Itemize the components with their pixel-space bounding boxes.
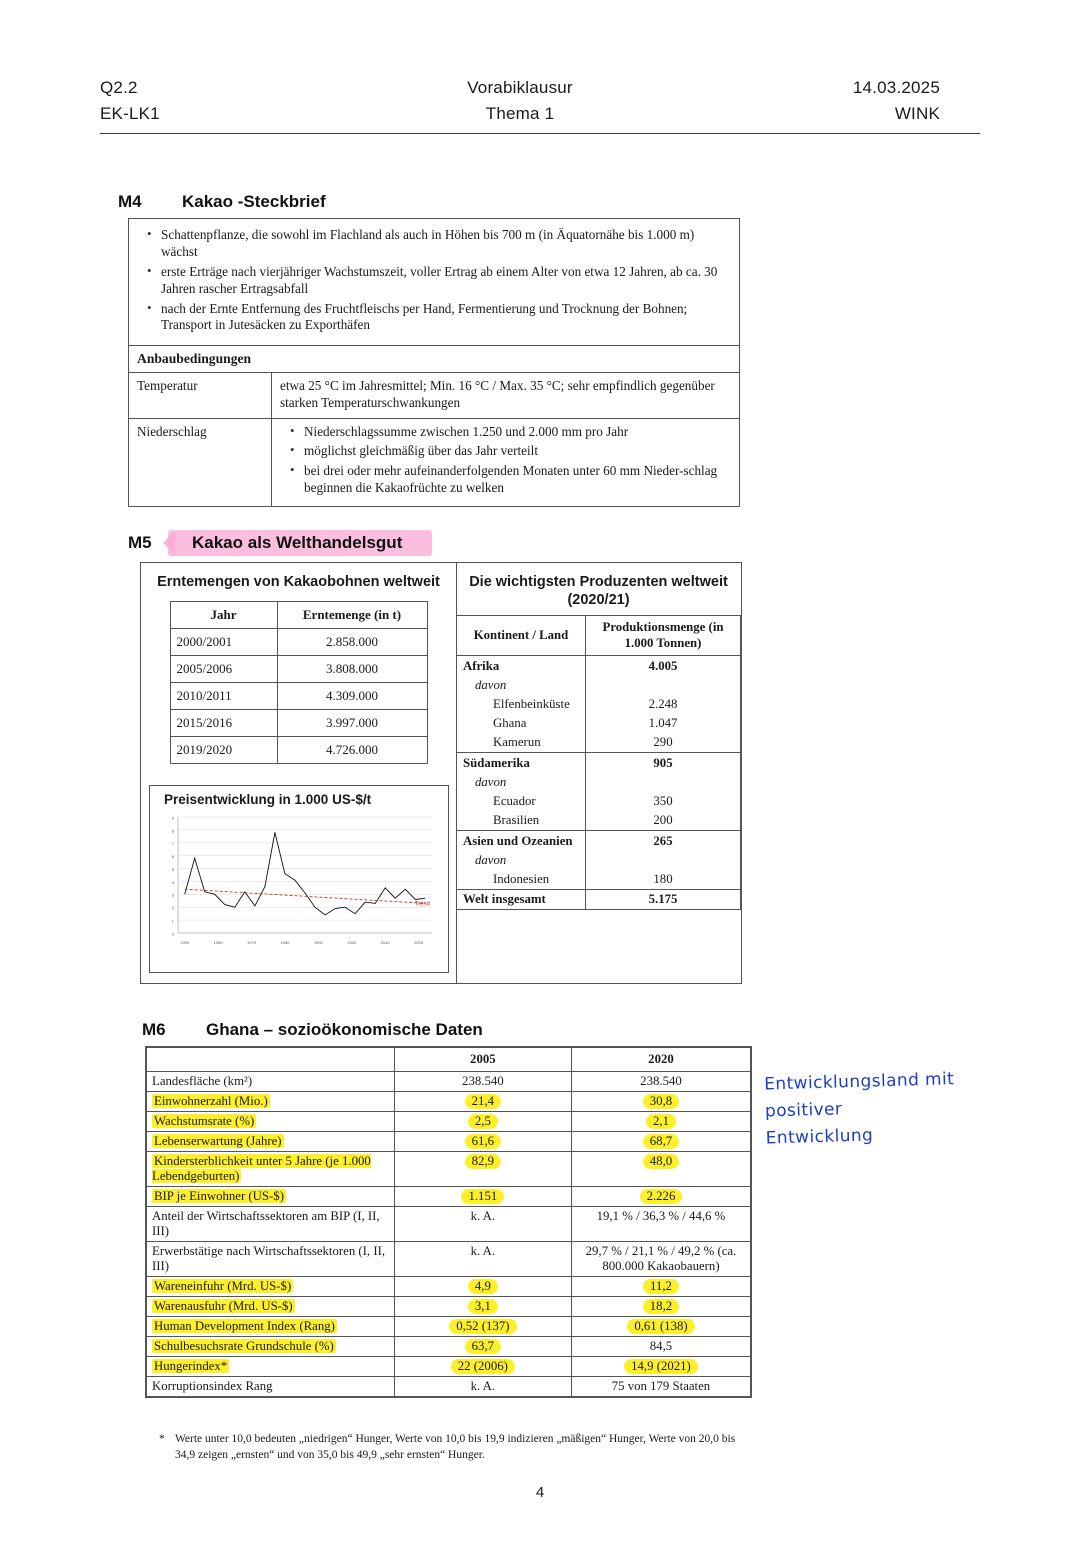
- cell-year: 2019/2020: [170, 737, 277, 764]
- cell-production: 2.248: [586, 695, 741, 714]
- header-course: Q2.2: [100, 78, 138, 97]
- table-row: [170, 656, 427, 683]
- table-row: [457, 714, 741, 733]
- cell-2020: 84,5: [571, 1337, 750, 1357]
- footnote-marker: *: [159, 1433, 165, 1445]
- cell-2020: 11,2: [571, 1277, 750, 1297]
- table-row: [147, 1072, 751, 1092]
- m4-bullet-list: [129, 219, 739, 346]
- table-row: [147, 1132, 751, 1152]
- m6-box: [145, 1046, 752, 1398]
- table-header-row: [147, 1048, 751, 1072]
- table-row: [170, 683, 427, 710]
- cell-2005: 238.540: [394, 1072, 571, 1092]
- m5-label: M5: [128, 533, 152, 552]
- cell-2005: 1.151: [394, 1187, 571, 1207]
- svg-text:2: 2: [171, 905, 174, 911]
- table-header-row: [457, 616, 741, 656]
- cell-2020: 68,7: [571, 1132, 750, 1152]
- producers-table: [456, 615, 741, 910]
- cell-year: 2010/2011: [170, 683, 277, 710]
- m4-label: M4: [118, 192, 142, 211]
- section-title-m4: [118, 192, 326, 212]
- table-row: [147, 1277, 751, 1297]
- table-row: [170, 710, 427, 737]
- cell-2020: 2,1: [571, 1112, 750, 1132]
- cell-indicator: Wareneinfuhr (Mrd. US-$): [147, 1277, 395, 1297]
- cell-country: davon: [457, 773, 586, 792]
- m4-rain-value: [272, 419, 739, 507]
- table-row: [457, 695, 741, 714]
- handwritten-annotation: [764, 1065, 1016, 1154]
- table-row: [147, 1207, 751, 1242]
- cell-country: davon: [457, 676, 586, 695]
- cell-2020: 75 von 179 Staaten: [571, 1377, 750, 1397]
- section-title-m6: [142, 1020, 483, 1040]
- cell-production: 350: [586, 792, 741, 811]
- cell-production: 905: [586, 752, 741, 773]
- svg-text:9: 9: [171, 815, 174, 821]
- svg-text:2000: 2000: [347, 940, 357, 945]
- header-title-line2: Thema 1: [485, 104, 555, 123]
- cell-year: 2015/2016: [170, 710, 277, 737]
- table-row: [147, 1092, 751, 1112]
- cell-2005: 21,4: [394, 1092, 571, 1112]
- m5-box: [140, 562, 742, 984]
- table-row: [147, 1337, 751, 1357]
- svg-text:7: 7: [171, 841, 174, 847]
- cell-production: 1.047: [586, 714, 741, 733]
- price-chart-box: [149, 785, 449, 973]
- price-line-chart: [160, 811, 440, 949]
- m5-title: Kakao als Welthandelsgut: [192, 533, 403, 552]
- header-teacher: WINK: [894, 104, 940, 123]
- table-row: [457, 733, 741, 753]
- list-item: • nach der Ernte Entfernung des Fruchtfleischs per Hand, Fermentierung und Trocknung der Bohnen; Transport in Jutesäcken zu Exporthäfen: [161, 301, 729, 335]
- cell-production: 265: [586, 830, 741, 851]
- cell-indicator: Lebenserwartung (Jahre): [147, 1132, 395, 1152]
- page-header: [100, 78, 940, 130]
- ghana-data-table: [146, 1047, 751, 1397]
- svg-text:1960: 1960: [213, 940, 223, 945]
- cell-indicator: Schulbesuchsrate Grundschule (%): [147, 1337, 395, 1357]
- table-row: [129, 419, 739, 507]
- col-header-production: Produktionsmenge (in 1.000 Tonnen): [586, 616, 741, 656]
- cell-2020: 19,1 % / 36,3 % / 44,6 %: [571, 1207, 750, 1242]
- cell-2005: 4,9: [394, 1277, 571, 1297]
- col-header-2020: 2020: [571, 1048, 750, 1072]
- m4-temp-value: etwa 25 °C im Jahresmittel; Min. 16 °C / Max. 35 °C; sehr empfindlich gegenüber starken Temperaturschwankungen: [280, 377, 715, 410]
- list-item: • erste Erträge nach vierjähriger Wachstumszeit, voller Ertrag ab einem Alter von etwa 12 Jahren, ab ca. 30 Jahren rascher Ertragsabfall: [161, 264, 729, 298]
- list-item: • möglichst gleichmäßig über das Jahr verteilt: [304, 443, 731, 460]
- cell-2020: 0,61 (138): [571, 1317, 750, 1337]
- m5-left-panel: [141, 563, 457, 983]
- table-row: [170, 737, 427, 764]
- cell-indicator: Korruptionsindex Rang: [147, 1377, 395, 1397]
- header-date: 14.03.2025: [852, 78, 940, 97]
- cell-2005: 2,5: [394, 1112, 571, 1132]
- cell-amount: 3.997.000: [277, 710, 427, 737]
- m5-right-panel: [456, 563, 741, 983]
- cell-indicator: Warenausfuhr (Mrd. US-$): [147, 1297, 395, 1317]
- chart-title: Preisentwicklung in 1.000 US-$/t: [164, 792, 372, 807]
- table-row: [147, 1297, 751, 1317]
- table-row: [170, 629, 427, 656]
- cell-indicator: Landesfläche (km²): [147, 1072, 395, 1092]
- cell-production: 200: [586, 811, 741, 831]
- cell-production: [586, 773, 741, 792]
- m4-subsection-head: Anbaubedingungen: [129, 346, 739, 372]
- cell-2020: 29,7 % / 21,1 % / 49,2 % (ca. 800.000 Kakaobauern): [571, 1242, 750, 1277]
- cell-country: Ecuador: [457, 792, 586, 811]
- m4-title: Kakao -Steckbrief: [182, 192, 326, 211]
- cell-2005: 82,9: [394, 1152, 571, 1187]
- svg-text:4: 4: [171, 879, 174, 885]
- svg-text:1980: 1980: [280, 940, 290, 945]
- table-header-row: [170, 602, 427, 629]
- cell-indicator: Hungerindex*: [147, 1357, 395, 1377]
- cell-year: 2000/2001: [170, 629, 277, 656]
- cell-production: [586, 851, 741, 870]
- cell-2005: 61,6: [394, 1132, 571, 1152]
- m6-label: M6: [142, 1020, 166, 1039]
- cell-amount: 4.726.000: [277, 737, 427, 764]
- cell-2005: k. A.: [394, 1242, 571, 1277]
- m4-temp-label: Temperatur: [129, 373, 272, 418]
- cell-amount: 3.808.000: [277, 656, 427, 683]
- svg-text:8: 8: [171, 828, 174, 834]
- col-header-indicator: [147, 1048, 395, 1072]
- table-row: [147, 1357, 751, 1377]
- svg-text:1990: 1990: [313, 940, 323, 945]
- table-row: [147, 1187, 751, 1207]
- cell-indicator: Anteil der Wirtschaftssektoren am BIP (I, II, III): [147, 1207, 395, 1242]
- cell-country: Afrika: [457, 655, 586, 676]
- svg-text:5: 5: [171, 867, 174, 872]
- table-row: [457, 792, 741, 811]
- list-item: • bei drei oder mehr aufeinanderfolgenden Monaten unter 60 mm Nieder-schlag beginnen die Kakaofrüchte zu welken: [304, 463, 731, 497]
- header-divider: [100, 133, 980, 134]
- table-row: [147, 1112, 751, 1132]
- cell-amount: 4.309.000: [277, 683, 427, 710]
- price-chart: [160, 811, 440, 951]
- cell-production: 180: [586, 870, 741, 890]
- cell-country: Kamerun: [457, 733, 586, 753]
- cell-country: Elfenbeinküste: [457, 695, 586, 714]
- cell-2005: 63,7: [394, 1337, 571, 1357]
- header-class: EK-LK1: [100, 104, 160, 123]
- col-header-amount: Erntemenge (in t): [277, 602, 427, 629]
- cell-2020: 14,9 (2021): [571, 1357, 750, 1377]
- col-header-2005: 2005: [394, 1048, 571, 1072]
- cell-country: davon: [457, 851, 586, 870]
- col-header-country: Kontinent / Land: [457, 616, 586, 656]
- annotation-line-1: Entwicklungsland mit: [763, 1069, 955, 1095]
- cell-2005: k. A.: [394, 1377, 571, 1397]
- m4-rain-label: Niederschlag: [129, 419, 272, 507]
- header-title-line1: Vorabiklausur: [467, 78, 573, 97]
- table-row: [129, 373, 739, 419]
- cell-indicator: Wachstumsrate (%): [147, 1112, 395, 1132]
- cell-amount: 2.858.000: [277, 629, 427, 656]
- page-number: 4: [535, 1484, 545, 1501]
- list-item: • Niederschlagssumme zwischen 1.250 und 2.000 mm pro Jahr: [304, 424, 731, 441]
- table-row: [147, 1377, 751, 1397]
- table-row: [457, 851, 741, 870]
- section-title-m5: [128, 533, 402, 553]
- cell-2020: 30,8: [571, 1092, 750, 1112]
- cell-2005: 3,1: [394, 1297, 571, 1317]
- table-row: [457, 655, 741, 676]
- cell-2020: 2.226: [571, 1187, 750, 1207]
- ernte-panel-title: Erntemengen von Kakaobohnen weltweit: [157, 574, 440, 590]
- cell-2005: 22 (2006): [394, 1357, 571, 1377]
- annotation-line-2: positiver: [764, 1099, 843, 1122]
- annotation-line-3: Entwicklung: [765, 1125, 874, 1149]
- svg-text:1950: 1950: [180, 940, 190, 945]
- cell-country: Asien und Ozeanien: [457, 830, 586, 851]
- producers-panel-title: Die wichtigsten Produzenten weltweit (2020/21): [469, 574, 728, 609]
- cell-country: Ghana: [457, 714, 586, 733]
- cell-indicator: BIP je Einwohner (US-$): [147, 1187, 395, 1207]
- footnote-text: Werte unter 10,0 bedeuten „niedrigen“ Hunger, Werte von 10,0 bis 19,9 indizieren „mäßigen“ Hunger, Werte von 20,0 bis 34,9 zeigen „ernsten“ und von 35,0 bis 49,9 „sehr ernsten“ Hunger.: [175, 1433, 736, 1461]
- cell-country: Indonesien: [457, 870, 586, 890]
- table-row: [457, 773, 741, 792]
- cell-production: 4.005: [586, 655, 741, 676]
- cell-2020: 18,2: [571, 1297, 750, 1317]
- table-row: [457, 676, 741, 695]
- cell-indicator: Kindersterblichkeit unter 5 Jahre (je 1.000 Lebendgeburten): [147, 1152, 395, 1187]
- svg-text:1: 1: [171, 918, 174, 924]
- table-row: [457, 811, 741, 831]
- harvest-table: [170, 601, 428, 764]
- cell-year: 2005/2006: [170, 656, 277, 683]
- col-header-year: Jahr: [170, 602, 277, 629]
- svg-text:Trend: Trend: [414, 901, 430, 908]
- table-row: [457, 830, 741, 851]
- svg-text:2020: 2020: [414, 940, 424, 945]
- cell-production: [586, 676, 741, 695]
- cell-2020: 48,0: [571, 1152, 750, 1187]
- cell-indicator: Human Development Index (Rang): [147, 1317, 395, 1337]
- cell-production: 5.175: [586, 889, 741, 909]
- footnote: [159, 1432, 755, 1463]
- table-row: [457, 752, 741, 773]
- cell-2005: k. A.: [394, 1207, 571, 1242]
- cell-country: Brasilien: [457, 811, 586, 831]
- list-item: • Schattenpflanze, die sowohl im Flachland als auch in Höhen bis 700 m (in Äquatornähe bis 1.000 m) wächst: [161, 227, 729, 261]
- table-row: [147, 1152, 751, 1187]
- table-row: [147, 1242, 751, 1277]
- cell-indicator: Erwerbstätige nach Wirtschaftssektoren (I, II, III): [147, 1242, 395, 1277]
- m6-title: Ghana – sozioökonomische Daten: [206, 1020, 483, 1039]
- cell-2020: 238.540: [571, 1072, 750, 1092]
- m4-box: [128, 218, 740, 507]
- cell-country: Welt insgesamt: [457, 889, 586, 909]
- svg-text:2010: 2010: [380, 940, 390, 945]
- cell-2005: 0,52 (137): [394, 1317, 571, 1337]
- cell-country: Südamerika: [457, 752, 586, 773]
- table-row: [147, 1317, 751, 1337]
- svg-text:3: 3: [171, 892, 174, 898]
- svg-text:1970: 1970: [247, 940, 256, 945]
- cell-production: 290: [586, 733, 741, 753]
- table-row: [457, 870, 741, 890]
- svg-text:0: 0: [171, 931, 174, 937]
- cell-indicator: Einwohnerzahl (Mio.): [147, 1092, 395, 1112]
- table-row: [457, 889, 741, 909]
- svg-text:6: 6: [171, 854, 174, 860]
